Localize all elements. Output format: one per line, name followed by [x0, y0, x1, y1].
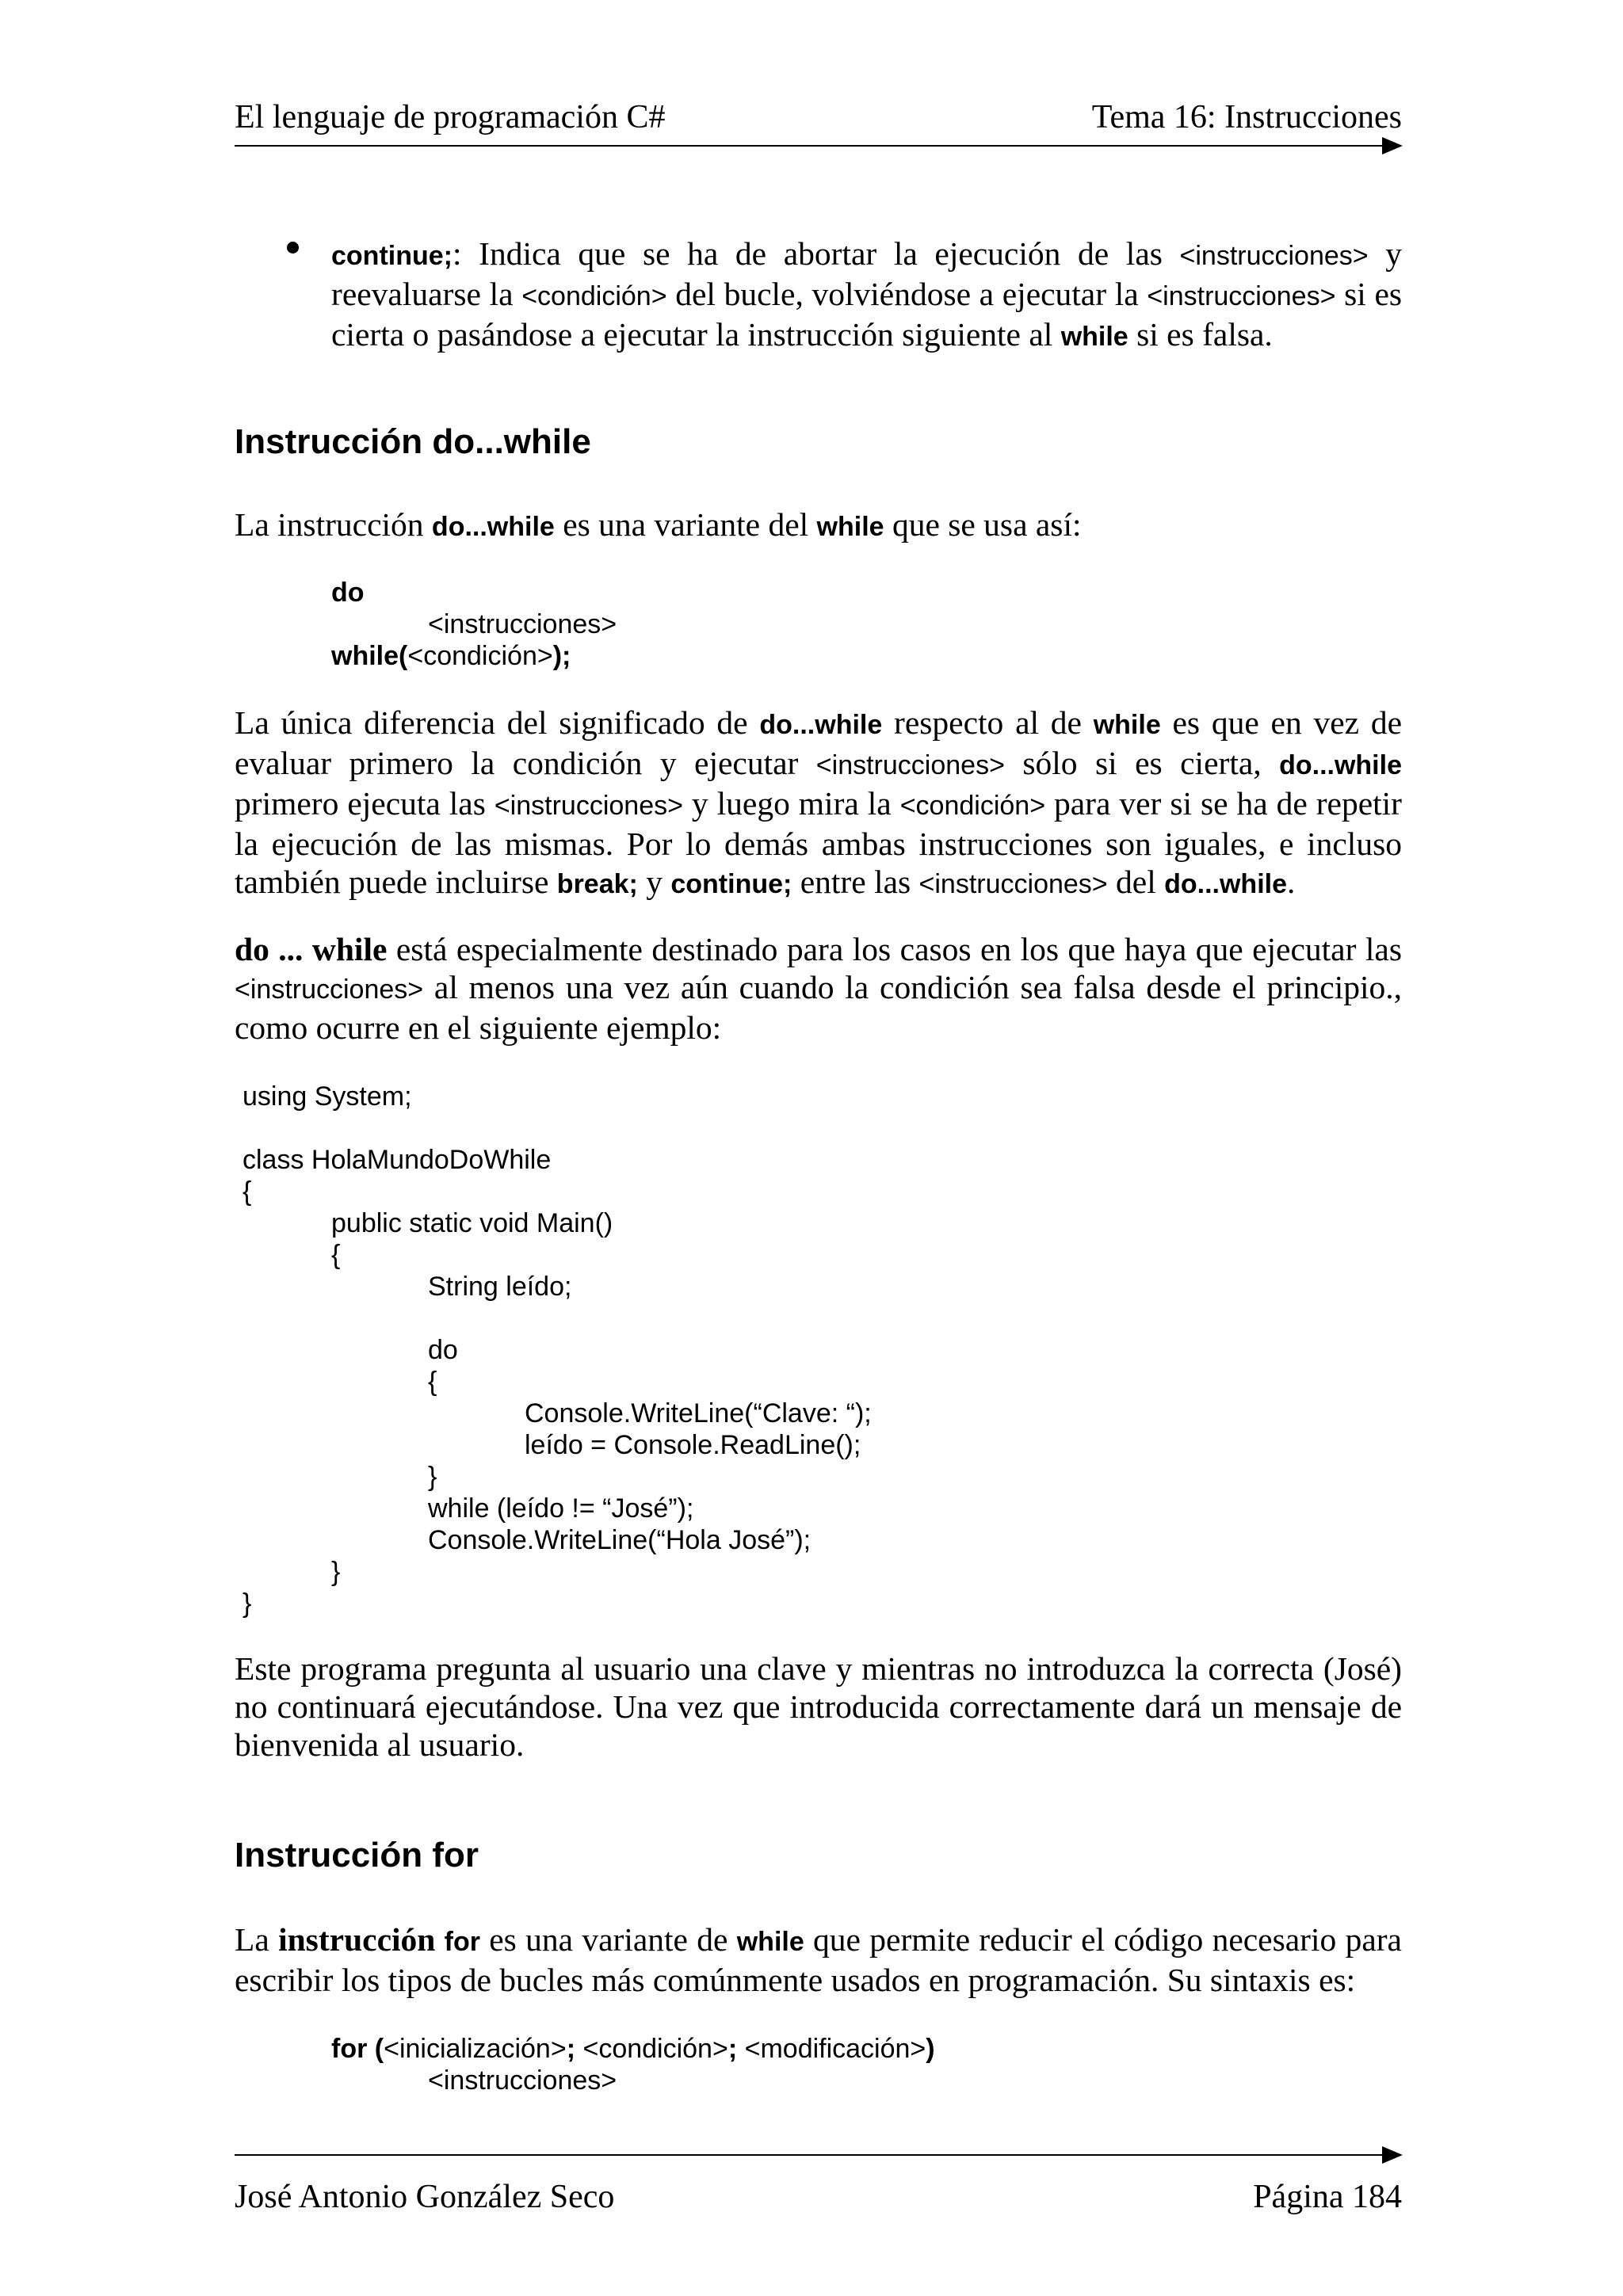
dowhile-usage-paragraph: do ... while está especialmente destinado para los casos en los que haya que ejecutar las <instrucciones> al menos una vez aún cuando la condición sea falsa desde el principio., como ocurre en el siguiente ejemplo:	[235, 931, 1402, 1046]
header-arrow-icon	[1382, 137, 1403, 154]
header-rule	[235, 145, 1388, 147]
section-heading-for: Instrucción for	[235, 1836, 479, 1875]
code-line: using System;	[242, 1081, 412, 1112]
header-document-title: El lenguaje de programación C#	[235, 99, 666, 135]
code-line: {	[331, 1240, 341, 1270]
code-line: do	[428, 1335, 458, 1365]
for-syntax-instructions: <instrucciones>	[428, 2065, 617, 2096]
header-chapter-title: Tema 16: Instrucciones	[1091, 99, 1402, 135]
code-line: String leído;	[428, 1272, 572, 1302]
dowhile-syntax-instructions: <instrucciones>	[428, 609, 617, 639]
dowhile-syntax-while: while(<condición>);	[331, 641, 571, 671]
code-line: Console.WriteLine(“Clave: “);	[525, 1398, 872, 1428]
footer-arrow-icon	[1382, 2146, 1403, 2164]
for-intro-paragraph: La instrucción for es una variante de while que permite reducir el código necesario para escribir los tipos de bucles más comúnmente usados en programación. Su sintaxis es:	[235, 1921, 1402, 1998]
dowhile-difference-paragraph: La única diferencia del significado de do...while respecto al de while es que en vez de evaluar primero la condición y ejecutar <instrucciones> sólo si es cierta, do...while primero ejecuta las <instrucciones> y luego mira la <condición> para ver si se ha de repetir la ejecución de las mismas. Por lo demás ambas instrucciones son iguales, e incluso también puede incluirse break; y continue; entre las <instrucciones> del do...while.	[235, 704, 1403, 900]
code-line: }	[331, 1557, 341, 1587]
code-line: }	[242, 1589, 252, 1619]
code-line: leído = Console.ReadLine();	[525, 1430, 861, 1460]
dowhile-syntax-do: do	[331, 578, 365, 608]
section-heading-dowhile: Instrucción do...while	[235, 422, 591, 461]
footer-page-number: Página 184	[1253, 2179, 1402, 2215]
code-line: {	[242, 1177, 252, 1207]
bullet-icon	[287, 242, 299, 254]
program-explanation-paragraph: Este programa pregunta al usuario una clave y mientras no introduzca la correcta (José) no continuará ejecutándose. Una vez que introducida correctamente dará un mensaje de bienvenida al usuario.	[235, 1650, 1402, 1763]
dowhile-intro-paragraph: La instrucción do...while es una variante del while que se usa así:	[235, 506, 1082, 543]
code-line: Console.WriteLine(“Hola José”);	[428, 1525, 812, 1555]
code-line: }	[428, 1462, 437, 1492]
code-line: while (leído != “José”);	[428, 1493, 694, 1524]
footer-author: José Antonio González Seco	[235, 2179, 615, 2215]
code-line: public static void Main()	[331, 1208, 613, 1238]
code-line: {	[428, 1367, 437, 1397]
footer-rule	[235, 2154, 1388, 2156]
for-syntax-header: for (<inicialización>; <condición>; <modificación>)	[331, 2034, 935, 2064]
keyword-continue: continue;	[331, 241, 453, 271]
continue-bullet-text: continue;: Indica que se ha de abortar la ejecución de las <instrucciones> y reevaluarse la <condición> del bucle, volviéndose a ejecutar la <instrucciones> si es cierta o pasándose a ejecutar la instrucción siguiente al while si es falsa.	[331, 235, 1403, 353]
code-line: class HolaMundoDoWhile	[242, 1145, 552, 1175]
